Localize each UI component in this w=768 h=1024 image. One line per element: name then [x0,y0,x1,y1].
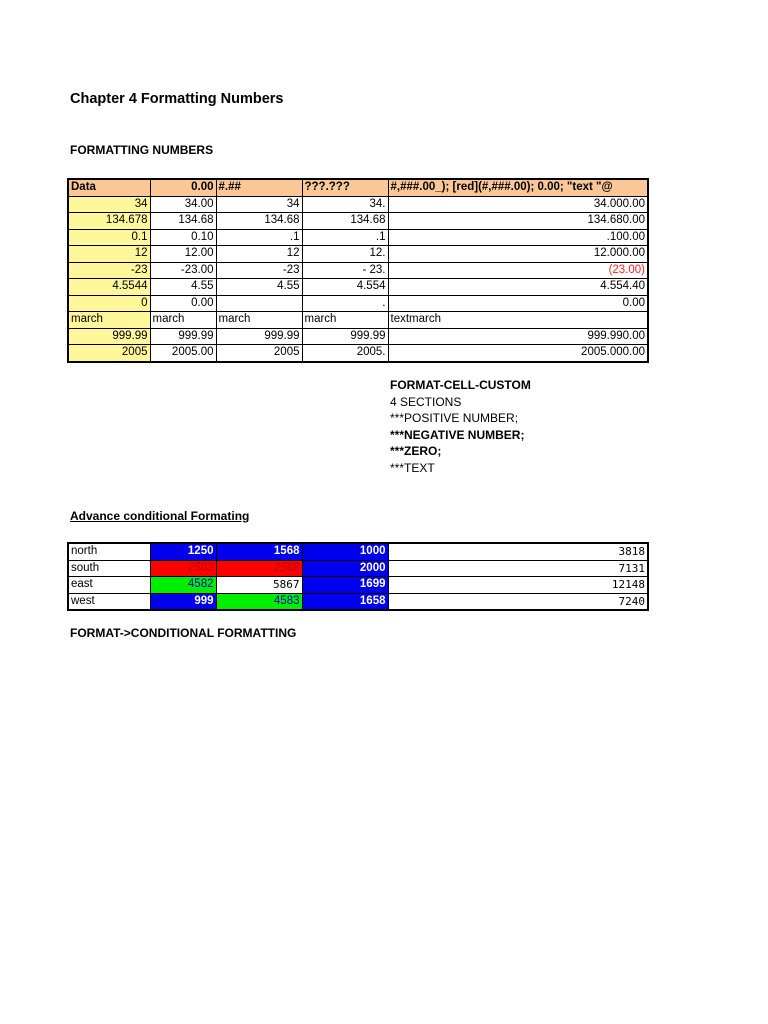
negative-value-cell[interactable]: (23.00) [388,262,648,279]
table-cell[interactable]: -23.00 [150,262,216,279]
table-cell[interactable]: 999.99 [150,328,216,345]
table-cell[interactable]: .100.00 [388,229,648,246]
header-format-1[interactable]: 0.00 [150,179,216,196]
table-row [68,196,648,213]
table-cell[interactable]: 1000 [302,543,388,560]
header-format-4[interactable]: #,###.00_); [red](#,###.00); 0.00; "text "@ [388,179,648,196]
header-format-3[interactable]: ???.??? [302,179,388,196]
table-cell[interactable]: 2568 [216,560,302,577]
data-cell[interactable]: 134.678 [68,213,150,230]
table-row [68,560,648,577]
conditional-table [67,542,649,611]
table-row [68,246,648,263]
data-cell[interactable]: 2005 [68,345,150,362]
region-cell[interactable]: east [68,577,150,594]
total-cell[interactable]: 7131 [388,560,648,577]
table-cell[interactable]: 12.00 [150,246,216,263]
table-cell[interactable]: march [150,312,216,329]
table-cell[interactable]: 4582 [150,577,216,594]
table-row [68,213,648,230]
table-cell[interactable]: textmarch [388,312,648,329]
table-row [68,312,648,329]
table-cell[interactable]: 4.55 [150,279,216,296]
table-cell[interactable]: 12.000.00 [388,246,648,263]
section-title: FORMATTING NUMBERS [70,143,214,157]
table-cell[interactable]: 999.99 [302,328,388,345]
table-cell[interactable]: .1 [216,229,302,246]
footer-note: FORMAT->CONDITIONAL FORMATTING [70,626,297,640]
header-format-2[interactable]: #.## [216,179,302,196]
table-cell[interactable]: -23 [216,262,302,279]
data-cell[interactable]: 0.1 [68,229,150,246]
table-cell[interactable]: 4.554 [302,279,388,296]
table-cell[interactable]: 134.680.00 [388,213,648,230]
custom-format-notes [390,377,531,476]
table-cell[interactable]: march [302,312,388,329]
table-cell[interactable]: 12. [302,246,388,263]
data-cell[interactable]: 12 [68,246,150,263]
table-cell[interactable]: 1568 [216,543,302,560]
table-cell[interactable]: 5867 [216,577,302,594]
notes-line: 4 SECTIONS [390,394,462,409]
table-cell[interactable]: - 23. [302,262,388,279]
total-cell[interactable]: 7240 [388,593,648,610]
table-cell[interactable]: 34.00 [150,196,216,213]
table-row [68,577,648,594]
region-cell[interactable]: south [68,560,150,577]
table-cell[interactable]: 1658 [302,593,388,610]
total-cell[interactable]: 12148 [388,577,648,594]
table-cell[interactable]: 134.68 [216,213,302,230]
advanced-section-title: Advance conditional Formating [70,509,250,523]
region-cell[interactable]: west [68,593,150,610]
table-cell[interactable]: 0.00 [150,295,216,312]
table-cell[interactable]: .1 [302,229,388,246]
format-table-header [68,179,648,196]
table-cell[interactable]: 4.55 [216,279,302,296]
table-cell[interactable]: 134.68 [150,213,216,230]
table-cell[interactable]: 1250 [150,543,216,560]
table-cell[interactable]: 2005 [216,345,302,362]
region-cell[interactable]: north [68,543,150,560]
header-data[interactable]: Data [68,179,150,196]
table-row [68,328,648,345]
table-row [68,593,648,610]
data-cell[interactable]: 0 [68,295,150,312]
table-row [68,279,648,296]
data-cell[interactable]: -23 [68,262,150,279]
data-cell[interactable]: 4.5544 [68,279,150,296]
table-row [68,345,648,362]
table-cell[interactable]: 999.990.00 [388,328,648,345]
data-cell[interactable]: march [68,312,150,329]
notes-line: ***ZERO; [390,444,442,458]
total-cell[interactable]: 3818 [388,543,648,560]
table-row [68,543,648,560]
data-cell[interactable]: 999.99 [68,328,150,345]
table-cell[interactable]: . [302,295,388,312]
table-cell[interactable]: 0.10 [150,229,216,246]
table-cell[interactable]: 34 [216,196,302,213]
table-cell[interactable]: 0.00 [388,295,648,312]
data-cell[interactable]: 34 [68,196,150,213]
table-cell[interactable] [216,295,302,312]
notes-line: ***TEXT [390,460,435,475]
table-cell[interactable]: 4.554.40 [388,279,648,296]
table-cell[interactable]: 2005.000.00 [388,345,648,362]
table-row [68,295,648,312]
notes-line: ***NEGATIVE NUMBER; [390,427,525,442]
table-cell[interactable]: 1699 [302,577,388,594]
notes-heading: FORMAT-CELL-CUSTOM [390,378,531,392]
table-cell[interactable]: march [216,312,302,329]
table-cell[interactable]: 12 [216,246,302,263]
table-cell[interactable]: 999 [150,593,216,610]
table-row [68,262,648,279]
table-cell[interactable]: 999.99 [216,328,302,345]
table-cell[interactable]: 2005. [302,345,388,362]
table-cell[interactable]: 4583 [216,593,302,610]
table-cell[interactable]: 134.68 [302,213,388,230]
table-cell[interactable]: 2005.00 [150,345,216,362]
format-table [67,178,649,363]
page-title: Chapter 4 Formatting Numbers [70,91,284,107]
notes-line: ***POSITIVE NUMBER; [390,411,519,425]
table-cell[interactable]: 34.000.00 [388,196,648,213]
table-cell[interactable]: 2000 [302,560,388,577]
table-cell[interactable]: 34. [302,196,388,213]
table-row [68,229,648,246]
table-cell[interactable]: 2563 [150,560,216,577]
